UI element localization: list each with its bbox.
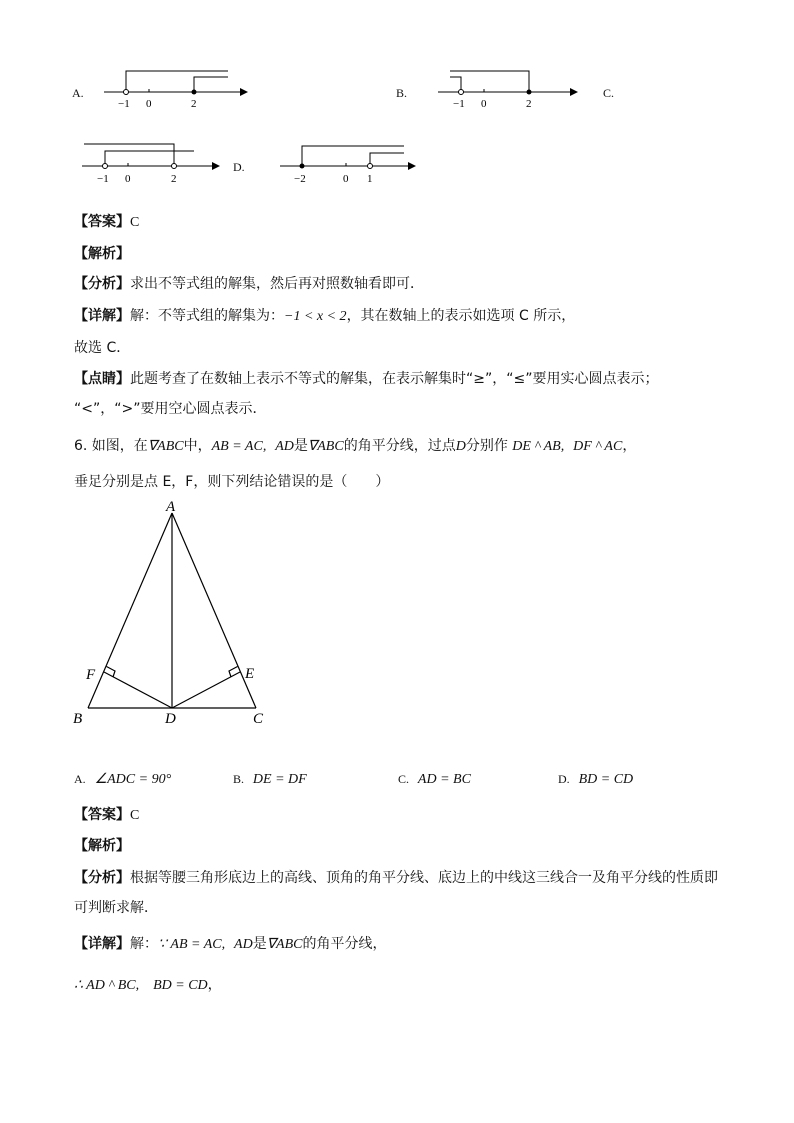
vertex-label-a: A: [166, 499, 176, 515]
vertex-label-b: B: [73, 711, 83, 727]
q6-stem-line1: 6. 如图，在∇ABC中，AB = AC, AD是∇ABC的角平分线，过点D分别作 DE ^ AB, DF ^ AC，: [74, 438, 637, 454]
q5-analysis-tag: 【解析】: [74, 246, 130, 262]
tick-label: −1: [453, 98, 465, 110]
vertex-label-d: D: [165, 711, 176, 727]
tick-label: 1: [367, 173, 373, 185]
q6-detail-line: 【详解】解：∵ AB = AC, AD是∇ABC的角平分线，: [74, 936, 387, 952]
q6-answer-line: [74, 806, 139, 825]
answer-tag: 【答案】: [74, 214, 130, 230]
q6-choice-b: B. DE = DF: [233, 772, 307, 787]
q6-fenxi-line1: [74, 869, 718, 887]
option-a-label: A.: [72, 86, 84, 100]
q6-therefore-line: ∴ AD ^ BC, BD = CD，: [74, 977, 222, 993]
vertex-label-c: C: [253, 711, 264, 727]
tick-label: 0: [343, 173, 349, 185]
tick-label: 2: [171, 173, 177, 185]
tick-label: −1: [97, 173, 109, 185]
tick-label: 0: [146, 98, 152, 110]
detail-suffix: ，其在数轴上的表示如选项 C 所示，: [346, 308, 576, 324]
fenxi-tag: 【分析】: [74, 870, 130, 886]
option-d-label: D.: [233, 160, 245, 174]
fenxi-text: 根据等腰三角形底边上的高线、顶角的角平分线、底边上的中线这三线合一及角平分线的性质即: [130, 870, 718, 886]
q6-choice-a: A. ∠ADC = 90°: [74, 772, 172, 787]
option-b-label: B.: [396, 86, 408, 100]
tick-label: 2: [526, 98, 532, 110]
detail-tag: 【详解】: [74, 936, 130, 952]
q5-dianjing-line1: [74, 370, 658, 388]
dianjing-text: 此题考查了在数轴上表示不等式的解集，在表示解集时“≥”，“≤”要用实心圆点表示；: [130, 371, 659, 387]
vertex-label-f: F: [86, 667, 96, 683]
tick-label: −1: [118, 98, 130, 110]
q6-stem-line2: 垂足分别是点 E，F，则下列结论错误的是（ ）: [74, 474, 390, 490]
q6-fenxi-line2: 可判断求解．: [74, 900, 158, 916]
q5-dianjing-line2: “<”，“>”要用空心圆点表示．: [74, 401, 267, 417]
answer-value: C: [130, 215, 140, 230]
q5-conclusion: 故选 C．: [74, 340, 131, 356]
option-d-number-line: [276, 136, 426, 186]
tick-label: 2: [191, 98, 197, 110]
option-c-label: C.: [603, 86, 615, 100]
q5-answer-line: [74, 213, 139, 232]
triangle-figure: [70, 496, 280, 732]
answer-value: C: [130, 808, 140, 823]
fenxi-text: 求出不等式组的解集，然后再对照数轴看即可．: [130, 276, 424, 292]
q5-fenxi-line: [74, 275, 424, 293]
q6-choice-d: D. BD = CD: [558, 772, 634, 787]
answer-tag: 【答案】: [74, 807, 130, 823]
solution-set-math: −1 < x < 2: [284, 309, 347, 324]
fenxi-tag: 【分析】: [74, 276, 130, 292]
dianjing-tag: 【点睛】: [74, 371, 130, 387]
tick-label: −2: [294, 173, 306, 185]
option-c-number-line: [76, 136, 226, 186]
q6-analysis-tag: 【解析】: [74, 838, 130, 854]
option-a-number-line: [96, 62, 256, 110]
q6-choice-c: C. AD = BC: [398, 772, 471, 787]
vertex-label-e: E: [245, 666, 255, 682]
tick-label: 0: [125, 173, 131, 185]
tick-label: 0: [481, 98, 487, 110]
option-b-number-line: [430, 62, 590, 110]
detail-prefix: 解：不等式组的解集为：: [130, 308, 284, 324]
detail-tag: 【详解】: [74, 308, 130, 324]
q5-detail-line: [74, 307, 575, 326]
